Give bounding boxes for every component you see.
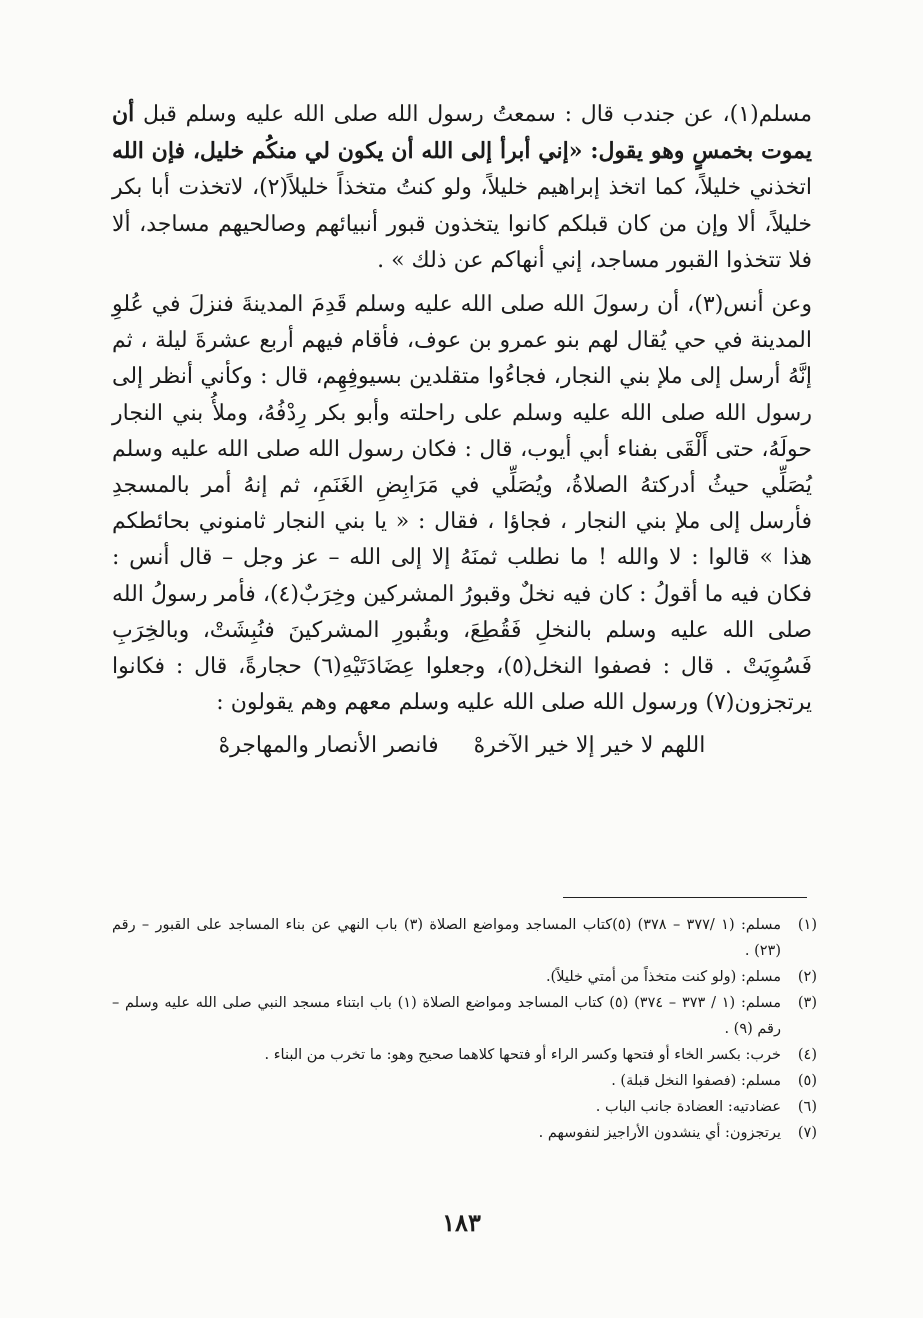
footnote-line: مسلم: (١ / ٣٧٣ – ٣٧٤) (٥) كتاب المساجد ومواضع الصلاة (١) باب ابتناء مسجد النبي — [257, 995, 781, 1011]
line: رسول الله صلى الله عليه وسلم على راحلته وأبو بكر رِدْفُهُ، وملأُ بني النجار — [112, 400, 812, 426]
footnote-line: مسلم: (فصفوا النخل قبلة) . — [611, 1073, 781, 1089]
footnote-number: (٧) — [797, 1125, 817, 1141]
footnote-number: (٦) — [797, 1099, 817, 1115]
footnote — [112, 1094, 817, 1120]
paragraph-1 — [112, 96, 812, 279]
footnote — [112, 964, 817, 990]
line: مساجد، ألا فلا تتخذوا القبور مساجد، إني أنهاكم عن ذلك » . — [112, 211, 812, 273]
footnote-number: (٥) — [797, 1073, 817, 1089]
footnote-divider — [563, 897, 807, 898]
footnote-line: خرب: بكسر الخاء أو فتحها وكسر الراء أو فتحها كلاهما صحيح وهو: ما تخرب من البناء . — [264, 1047, 781, 1063]
line: إلى ملإ بني النجار ، فجاؤا ، فقال : « يا بني النجار ثامنوني بحائطكم هذا » — [112, 509, 813, 571]
footnote-text — [112, 1068, 781, 1094]
footnote-line: على القبور – رقم (٢٣) . — [112, 917, 781, 959]
footnote-text — [112, 1120, 781, 1146]
footnote-number: (٣) — [797, 995, 817, 1011]
line: أن يموت بخمسٍ وهو يقول: «إني أبرأ إلى الله أن يكون لي منكُم خليل، فإن الله — [112, 101, 812, 165]
line: عليه وسلم بالنخلِ فَقُطِعَ، وبقُبورِ المشركينَ فنُبِشَتْ، وبالخِرَبِ فَسُوِيَتْ . — [112, 617, 812, 680]
paragraph-2 — [112, 287, 812, 721]
footnote — [112, 990, 817, 1042]
footnotes — [112, 912, 817, 1146]
footnote-number: (٤) — [797, 1047, 817, 1063]
footnote-line: مسلم: (١ /٣٧٧ – ٣٧٨) (٥)كتاب المساجد ومواضع الصلاة (٣) باب النهي عن بناء المساجد — [228, 917, 781, 933]
footnote-number: (١) — [797, 917, 817, 933]
line: يُصَلِّي حيثُ أدركتهُ الصلاةُ، ويُصَلِّي في مَرَابِضِ الغَنَمِ، ثم إنهُ أمر بالمسجدِ فأرسل — [112, 473, 812, 535]
footnote — [112, 1042, 817, 1068]
line: ما أقولُ : كان فيه نخلٌ وقبورُ المشركين وخِرَبٌ(٤)، فأمر رسولُ الله صلى الله — [112, 581, 812, 643]
poem-hemistich: اللهم لا خير إلا خير الآخرهْ — [473, 733, 706, 759]
footnote-line: يرتجزون: أي ينشدون الأراجيز لنفوسهم . — [538, 1125, 781, 1141]
poem-hemistich: فانصر الأنصار والمهاجرهْ — [218, 733, 439, 759]
main-text — [112, 96, 812, 758]
footnote-text — [112, 912, 781, 964]
footnote-text — [112, 1094, 781, 1120]
line: ورسول الله صلى الله عليه وسلم معهم وهم يقولون : — [216, 690, 699, 716]
line: قالوا : لا والله ! ما نطلب ثمنَهُ إلا إلى الله – عز وجل – قال أنس : فكان فيه — [112, 545, 812, 607]
footnote-text — [112, 1042, 781, 1068]
line: إنَّهُ أرسل إلى ملإ بني النجار، فجاءُوا متقلدين بسيوفِهِم، قال : وكأني أنظر إلى — [112, 364, 812, 390]
footnote-line: صلى الله عليه وسلم – رقم (٩) . — [112, 995, 781, 1037]
line: وعن أنس(٣)، أن رسولَ الله صلى الله عليه وسلم قَدِمَ المدينةَ فنزلَ في عُلوِ — [112, 292, 812, 318]
line: حولَهُ، حتى أَلْقَى بفناء أبي أيوب، قال : فكان رسول الله صلى الله عليه وسلم — [112, 436, 812, 462]
line: مسلم(١)، عن جندب قال : سمعتُ رسول الله صلى الله عليه وسلم قبل — [143, 102, 812, 127]
footnote-text — [112, 964, 781, 990]
footnote-line: عضادتيه: العضادة جانب الباب . — [595, 1099, 781, 1115]
footnote — [112, 1068, 817, 1094]
footnote-line: مسلم: (ولو كنت متخذاً من أمتي خليلاً). — [545, 969, 781, 985]
line: المدينة في حي يُقال لهم بنو عمرو بن عوف، فأقام فيهم أربع عشرةَ ليلة ، ثم — [112, 328, 812, 354]
line: قال : فصفوا النخل(٥)، وجعلوا عِضَادَتَيْهِ(٦) حجارةً، قال : فكانوا يرتجزون(٧) — [112, 654, 812, 716]
line: اتخذني خليلاً، كما اتخذ إبراهيم خليلاً، ولو كنتُ متخذاً خليلاً(٢)، لاتخذت أبا — [150, 175, 812, 201]
page-number: ١٨٣ — [442, 1208, 481, 1237]
footnote — [112, 912, 817, 964]
line: بكر خليلاً، ألا وإن من كان قبلكم كانوا يتخذون قبور أنبيائهم وصالحيهم — [112, 175, 812, 237]
footnote — [112, 1120, 817, 1146]
footnote-number: (٢) — [797, 969, 817, 985]
poem-verse — [112, 733, 812, 758]
footnote-text — [112, 990, 781, 1042]
